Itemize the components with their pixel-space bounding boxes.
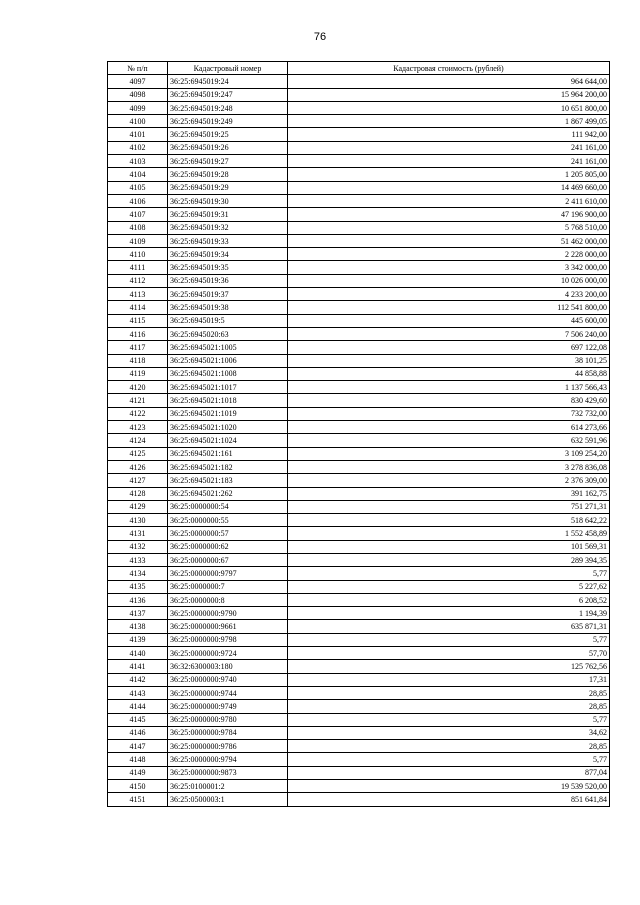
- row-index-cell: 4120: [108, 381, 168, 394]
- table-row: [108, 726, 610, 739]
- cadastral-value-cell: 2 411 610,00: [288, 194, 610, 207]
- table-row: [108, 221, 610, 234]
- cadastral-number-cell: 36:25:0000000:9798: [168, 633, 288, 646]
- row-index-cell: 4104: [108, 168, 168, 181]
- table-row: [108, 447, 610, 460]
- cadastral-value-cell: 632 591,96: [288, 434, 610, 447]
- cadastral-value-cell: 38 101,25: [288, 354, 610, 367]
- cadastral-value-cell: 17,31: [288, 673, 610, 686]
- table-row: [108, 434, 610, 447]
- cadastral-value-cell: 10 026 000,00: [288, 274, 610, 287]
- row-index-cell: 4105: [108, 181, 168, 194]
- row-index-cell: 4107: [108, 208, 168, 221]
- row-index-cell: 4121: [108, 394, 168, 407]
- cadastral-number-cell: 36:25:6945019:25: [168, 128, 288, 141]
- cadastral-number-cell: 36:25:6945021:1020: [168, 421, 288, 434]
- cadastral-number-cell: 36:25:0000000:9744: [168, 686, 288, 699]
- row-index-cell: 4118: [108, 354, 168, 367]
- row-index-cell: 4124: [108, 434, 168, 447]
- table-row: [108, 128, 610, 141]
- table-row: [108, 500, 610, 513]
- table-row: [108, 607, 610, 620]
- table-row: [108, 567, 610, 580]
- cadastral-number-cell: 36:25:0000000:67: [168, 553, 288, 566]
- cadastral-value-cell: 19 539 520,00: [288, 780, 610, 793]
- table-row: [108, 181, 610, 194]
- row-index-cell: 4142: [108, 673, 168, 686]
- cadastral-value-cell: 125 762,56: [288, 660, 610, 673]
- cadastral-value-cell: 289 394,35: [288, 553, 610, 566]
- cadastral-number-cell: 36:25:0000000:9873: [168, 766, 288, 779]
- row-index-cell: 4140: [108, 647, 168, 660]
- row-index-cell: 4108: [108, 221, 168, 234]
- cadastral-value-cell: 241 161,00: [288, 155, 610, 168]
- row-index-cell: 4143: [108, 686, 168, 699]
- table-row: [108, 314, 610, 327]
- table-row: [108, 673, 610, 686]
- row-index-cell: 4102: [108, 141, 168, 154]
- table-row: [108, 88, 610, 101]
- cadastral-value-cell: 47 196 900,00: [288, 208, 610, 221]
- table-row: [108, 248, 610, 261]
- row-index-cell: 4098: [108, 88, 168, 101]
- cadastral-value-cell: 111 942,00: [288, 128, 610, 141]
- row-index-cell: 4113: [108, 288, 168, 301]
- cadastral-number-cell: 36:25:0000000:9749: [168, 700, 288, 713]
- row-index-cell: 4135: [108, 580, 168, 593]
- cadastral-value-cell: 5,77: [288, 753, 610, 766]
- row-index-cell: 4145: [108, 713, 168, 726]
- cadastral-value-cell: 964 644,00: [288, 75, 610, 88]
- cadastral-number-cell: 36:25:0000000:9797: [168, 567, 288, 580]
- cadastral-number-cell: 36:25:6945019:5: [168, 314, 288, 327]
- table-header-row: [108, 62, 610, 75]
- column-header-cadastral-value: Кадастровая стоимость (рублей): [288, 62, 610, 75]
- table-row: [108, 367, 610, 380]
- page-number: 76: [313, 31, 327, 43]
- row-index-cell: 4115: [108, 314, 168, 327]
- row-index-cell: 4117: [108, 341, 168, 354]
- table-row: [108, 354, 610, 367]
- cadastral-value-cell: 7 506 240,00: [288, 327, 610, 340]
- row-index-cell: 4144: [108, 700, 168, 713]
- table-row: [108, 766, 610, 779]
- cadastral-value-cell: 112 541 800,00: [288, 301, 610, 314]
- row-index-cell: 4114: [108, 301, 168, 314]
- table-row: [108, 620, 610, 633]
- cadastral-value-cell: 3 109 254,20: [288, 447, 610, 460]
- cadastral-value-cell: 51 462 000,00: [288, 234, 610, 247]
- cadastral-value-cell: 28,85: [288, 700, 610, 713]
- row-index-cell: 4100: [108, 115, 168, 128]
- cadastral-number-cell: 36:25:0000000:7: [168, 580, 288, 593]
- cadastral-value-table: [107, 61, 610, 807]
- cadastral-value-cell: 57,70: [288, 647, 610, 660]
- row-index-cell: 4106: [108, 194, 168, 207]
- row-index-cell: 4133: [108, 553, 168, 566]
- table-row: [108, 713, 610, 726]
- table-row: [108, 740, 610, 753]
- row-index-cell: 4139: [108, 633, 168, 646]
- table-row: [108, 474, 610, 487]
- cadastral-number-cell: 36:25:6945019:26: [168, 141, 288, 154]
- row-index-cell: 4151: [108, 793, 168, 806]
- row-index-cell: 4138: [108, 620, 168, 633]
- cadastral-number-cell: 36:25:0000000:9740: [168, 673, 288, 686]
- table-row: [108, 155, 610, 168]
- row-index-cell: 4130: [108, 514, 168, 527]
- table-row: [108, 460, 610, 473]
- cadastral-value-cell: 5 227,62: [288, 580, 610, 593]
- row-index-cell: 4131: [108, 527, 168, 540]
- cadastral-number-cell: 36:25:6945021:1005: [168, 341, 288, 354]
- cadastral-value-cell: 28,85: [288, 740, 610, 753]
- row-index-cell: 4129: [108, 500, 168, 513]
- cadastral-number-cell: 36:25:6945019:31: [168, 208, 288, 221]
- row-index-cell: 4119: [108, 367, 168, 380]
- cadastral-value-cell: 44 858,88: [288, 367, 610, 380]
- cadastral-value-cell: 241 161,00: [288, 141, 610, 154]
- cadastral-number-cell: 36:25:0000000:9794: [168, 753, 288, 766]
- cadastral-number-cell: 36:25:0000000:9661: [168, 620, 288, 633]
- column-header-cadastral-number: Кадастровый номер: [168, 62, 288, 75]
- table-row: [108, 394, 610, 407]
- cadastral-value-cell: 614 273,66: [288, 421, 610, 434]
- cadastral-value-cell: 1 552 458,89: [288, 527, 610, 540]
- cadastral-number-cell: 36:25:6945021:1024: [168, 434, 288, 447]
- table-row: [108, 75, 610, 88]
- row-index-cell: 4116: [108, 327, 168, 340]
- row-index-cell: 4136: [108, 593, 168, 606]
- cadastral-number-cell: 36:25:6945021:161: [168, 447, 288, 460]
- table-body: [108, 75, 610, 806]
- row-index-cell: 4103: [108, 155, 168, 168]
- table-row: [108, 580, 610, 593]
- row-index-cell: 4112: [108, 274, 168, 287]
- cadastral-value-cell: 1 194,39: [288, 607, 610, 620]
- table-row: [108, 288, 610, 301]
- row-index-cell: 4123: [108, 421, 168, 434]
- cadastral-value-cell: 10 651 800,00: [288, 101, 610, 114]
- cadastral-number-cell: 36:25:6945019:34: [168, 248, 288, 261]
- cadastral-number-cell: 36:25:6945021:1018: [168, 394, 288, 407]
- row-index-cell: 4101: [108, 128, 168, 141]
- cadastral-value-cell: 5,77: [288, 713, 610, 726]
- cadastral-number-cell: 36:25:6945019:36: [168, 274, 288, 287]
- cadastral-number-cell: 36:25:6945019:37: [168, 288, 288, 301]
- table-row: [108, 141, 610, 154]
- cadastral-value-cell: 101 569,31: [288, 540, 610, 553]
- cadastral-number-cell: 36:25:6945019:33: [168, 234, 288, 247]
- row-index-cell: 4110: [108, 248, 168, 261]
- cadastral-number-cell: 36:25:6945021:183: [168, 474, 288, 487]
- cadastral-value-cell: 3 342 000,00: [288, 261, 610, 274]
- table-row: [108, 341, 610, 354]
- cadastral-value-cell: 635 871,31: [288, 620, 610, 633]
- cadastral-number-cell: 36:25:6945019:35: [168, 261, 288, 274]
- cadastral-number-cell: 36:25:6945019:249: [168, 115, 288, 128]
- table-row: [108, 700, 610, 713]
- cadastral-number-cell: 36:25:6945019:247: [168, 88, 288, 101]
- cadastral-number-cell: 36:25:6945019:29: [168, 181, 288, 194]
- table-row: [108, 101, 610, 114]
- table-row: [108, 660, 610, 673]
- cadastral-value-cell: 3 278 836,08: [288, 460, 610, 473]
- cadastral-number-cell: 36:25:6945019:248: [168, 101, 288, 114]
- cadastral-number-cell: 36:25:6945021:1017: [168, 381, 288, 394]
- cadastral-value-cell: 830 429,60: [288, 394, 610, 407]
- table-row: [108, 686, 610, 699]
- cadastral-value-cell: 2 228 000,00: [288, 248, 610, 261]
- cadastral-value-cell: 1 867 499,05: [288, 115, 610, 128]
- cadastral-number-cell: 36:25:0000000:9780: [168, 713, 288, 726]
- cadastral-number-cell: 36:25:6945021:1006: [168, 354, 288, 367]
- table-row: [108, 208, 610, 221]
- row-index-cell: 4099: [108, 101, 168, 114]
- table-row: [108, 421, 610, 434]
- table-row: [108, 793, 610, 806]
- cadastral-number-cell: 36:25:0000000:62: [168, 540, 288, 553]
- cadastral-number-cell: 36:25:6945019:28: [168, 168, 288, 181]
- cadastral-value-cell: 1 137 566,43: [288, 381, 610, 394]
- row-index-cell: 4146: [108, 726, 168, 739]
- row-index-cell: 4109: [108, 234, 168, 247]
- table-row: [108, 540, 610, 553]
- cadastral-value-cell: 34,62: [288, 726, 610, 739]
- table-row: [108, 753, 610, 766]
- cadastral-number-cell: 36:25:6945019:27: [168, 155, 288, 168]
- row-index-cell: 4134: [108, 567, 168, 580]
- cadastral-value-cell: 518 642,22: [288, 514, 610, 527]
- table-row: [108, 407, 610, 420]
- table-row: [108, 274, 610, 287]
- cadastral-value-cell: 5,77: [288, 633, 610, 646]
- row-index-cell: 4150: [108, 780, 168, 793]
- row-index-cell: 4111: [108, 261, 168, 274]
- cadastral-value-cell: 445 600,00: [288, 314, 610, 327]
- cadastral-value-cell: 14 469 660,00: [288, 181, 610, 194]
- table-row: [108, 647, 610, 660]
- cadastral-value-cell: 851 641,84: [288, 793, 610, 806]
- cadastral-number-cell: 36:25:0000000:57: [168, 527, 288, 540]
- cadastral-value-cell: 5,77: [288, 567, 610, 580]
- table-row: [108, 487, 610, 500]
- cadastral-number-cell: 36:25:6945020:63: [168, 327, 288, 340]
- table-row: [108, 234, 610, 247]
- cadastral-number-cell: 36:25:6945021:1019: [168, 407, 288, 420]
- cadastral-number-cell: 36:25:0500003:1: [168, 793, 288, 806]
- row-index-cell: 4147: [108, 740, 168, 753]
- column-header-index: № п/п: [108, 62, 168, 75]
- cadastral-number-cell: 36:25:6945021:182: [168, 460, 288, 473]
- cadastral-value-cell: 6 208,52: [288, 593, 610, 606]
- cadastral-value-cell: 391 162,75: [288, 487, 610, 500]
- cadastral-value-cell: 697 122,08: [288, 341, 610, 354]
- cadastral-number-cell: 36:25:0000000:9784: [168, 726, 288, 739]
- row-index-cell: 4149: [108, 766, 168, 779]
- row-index-cell: 4127: [108, 474, 168, 487]
- cadastral-number-cell: 36:25:0000000:9724: [168, 647, 288, 660]
- cadastral-value-cell: 28,85: [288, 686, 610, 699]
- cadastral-value-cell: 732 732,00: [288, 407, 610, 420]
- cadastral-number-cell: 36:25:0000000:54: [168, 500, 288, 513]
- row-index-cell: 4126: [108, 460, 168, 473]
- cadastral-value-cell: 877,04: [288, 766, 610, 779]
- cadastral-number-cell: 36:25:6945019:38: [168, 301, 288, 314]
- cadastral-number-cell: 36:25:0100001:2: [168, 780, 288, 793]
- table-row: [108, 527, 610, 540]
- cadastral-value-cell: 751 271,31: [288, 500, 610, 513]
- row-index-cell: 4122: [108, 407, 168, 420]
- cadastral-value-cell: 1 205 805,00: [288, 168, 610, 181]
- cadastral-value-cell: 15 964 200,00: [288, 88, 610, 101]
- cadastral-number-cell: 36:25:6945019:30: [168, 194, 288, 207]
- table-row: [108, 261, 610, 274]
- cadastral-value-cell: 4 233 200,00: [288, 288, 610, 301]
- cadastral-number-cell: 36:25:6945019:24: [168, 75, 288, 88]
- cadastral-value-cell: 5 768 510,00: [288, 221, 610, 234]
- row-index-cell: 4148: [108, 753, 168, 766]
- row-index-cell: 4141: [108, 660, 168, 673]
- row-index-cell: 4137: [108, 607, 168, 620]
- table-row: [108, 553, 610, 566]
- cadastral-number-cell: 36:25:6945021:262: [168, 487, 288, 500]
- table-row: [108, 327, 610, 340]
- cadastral-number-cell: 36:25:0000000:9786: [168, 740, 288, 753]
- row-index-cell: 4125: [108, 447, 168, 460]
- cadastral-number-cell: 36:25:0000000:9790: [168, 607, 288, 620]
- table-row: [108, 593, 610, 606]
- table-row: [108, 780, 610, 793]
- cadastral-number-cell: 36:25:6945019:32: [168, 221, 288, 234]
- row-index-cell: 4132: [108, 540, 168, 553]
- row-index-cell: 4097: [108, 75, 168, 88]
- cadastral-number-cell: 36:25:0000000:8: [168, 593, 288, 606]
- table-row: [108, 514, 610, 527]
- table-row: [108, 194, 610, 207]
- cadastral-number-cell: 36:25:0000000:55: [168, 514, 288, 527]
- cadastral-number-cell: 36:25:6945021:1008: [168, 367, 288, 380]
- cadastral-value-cell: 2 376 309,00: [288, 474, 610, 487]
- table-row: [108, 168, 610, 181]
- table-row: [108, 115, 610, 128]
- row-index-cell: 4128: [108, 487, 168, 500]
- table-row: [108, 301, 610, 314]
- cadastral-number-cell: 36:32:6300003:180: [168, 660, 288, 673]
- table-row: [108, 381, 610, 394]
- table-row: [108, 633, 610, 646]
